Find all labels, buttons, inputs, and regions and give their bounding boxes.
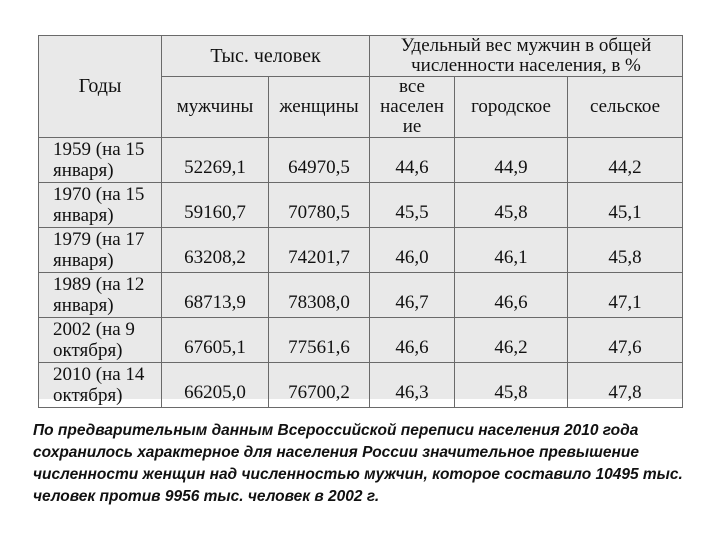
urban-cell: 45,8 (455, 183, 568, 228)
table-body (39, 138, 683, 408)
men-cell: 52269,1 (162, 138, 269, 183)
all-population-cell: 46,6 (370, 318, 455, 363)
rural-cell: 47,8 (568, 363, 683, 408)
women-cell: 74201,7 (269, 228, 370, 273)
header-row-top (39, 36, 683, 77)
urban-cell: 46,6 (455, 273, 568, 318)
population-table (38, 35, 683, 408)
header-thousands: Тыс. человек (162, 36, 370, 77)
women-cell: 64970,5 (269, 138, 370, 183)
women-cell: 76700,2 (269, 363, 370, 408)
year-cell: 2002 (на 9 октября) (39, 318, 162, 363)
rural-cell: 45,1 (568, 183, 683, 228)
year-cell: 2010 (на 14 октября) (39, 363, 162, 408)
table-row (39, 363, 683, 408)
women-cell: 77561,6 (269, 318, 370, 363)
women-cell: 70780,5 (269, 183, 370, 228)
rural-cell: 44,2 (568, 138, 683, 183)
all-population-cell: 44,6 (370, 138, 455, 183)
table-row (39, 273, 683, 318)
rural-cell: 45,8 (568, 228, 683, 273)
rural-cell: 47,1 (568, 273, 683, 318)
men-cell: 66205,0 (162, 363, 269, 408)
header-years: Годы (39, 36, 162, 138)
rural-cell: 47,6 (568, 318, 683, 363)
all-population-cell: 45,5 (370, 183, 455, 228)
all-population-cell: 46,7 (370, 273, 455, 318)
urban-cell: 46,2 (455, 318, 568, 363)
year-cell: 1989 (на 12 января) (39, 273, 162, 318)
population-table-container (38, 35, 682, 406)
all-population-cell: 46,3 (370, 363, 455, 408)
census-note: По предварительным данным Всероссийской переписи населения 2010 года сохранилось характерное для населения России значительное превышение численности женщин над численностью мужчин, которое составило 10495 тыс. человек против 9956 тыс. человек в 2002 г. (33, 422, 683, 505)
table-row (39, 138, 683, 183)
year-cell: 1970 (на 15 января) (39, 183, 162, 228)
header-rural: сельское (568, 77, 683, 138)
header-women: женщины (269, 77, 370, 138)
header-male-share: Удельный вес мужчин в общей численности населения, в % (370, 36, 683, 77)
header-men: мужчины (162, 77, 269, 138)
urban-cell: 46,1 (455, 228, 568, 273)
women-cell: 78308,0 (269, 273, 370, 318)
all-population-cell: 46,0 (370, 228, 455, 273)
header-all-population: все населен ие (370, 77, 455, 138)
urban-cell: 44,9 (455, 138, 568, 183)
urban-cell: 45,8 (455, 363, 568, 408)
year-cell: 1959 (на 15 января) (39, 138, 162, 183)
men-cell: 67605,1 (162, 318, 269, 363)
men-cell: 59160,7 (162, 183, 269, 228)
table-row (39, 228, 683, 273)
men-cell: 68713,9 (162, 273, 269, 318)
table-row (39, 183, 683, 228)
header-urban: городское (455, 77, 568, 138)
table-row (39, 318, 683, 363)
year-cell: 1979 (на 17 января) (39, 228, 162, 273)
men-cell: 63208,2 (162, 228, 269, 273)
